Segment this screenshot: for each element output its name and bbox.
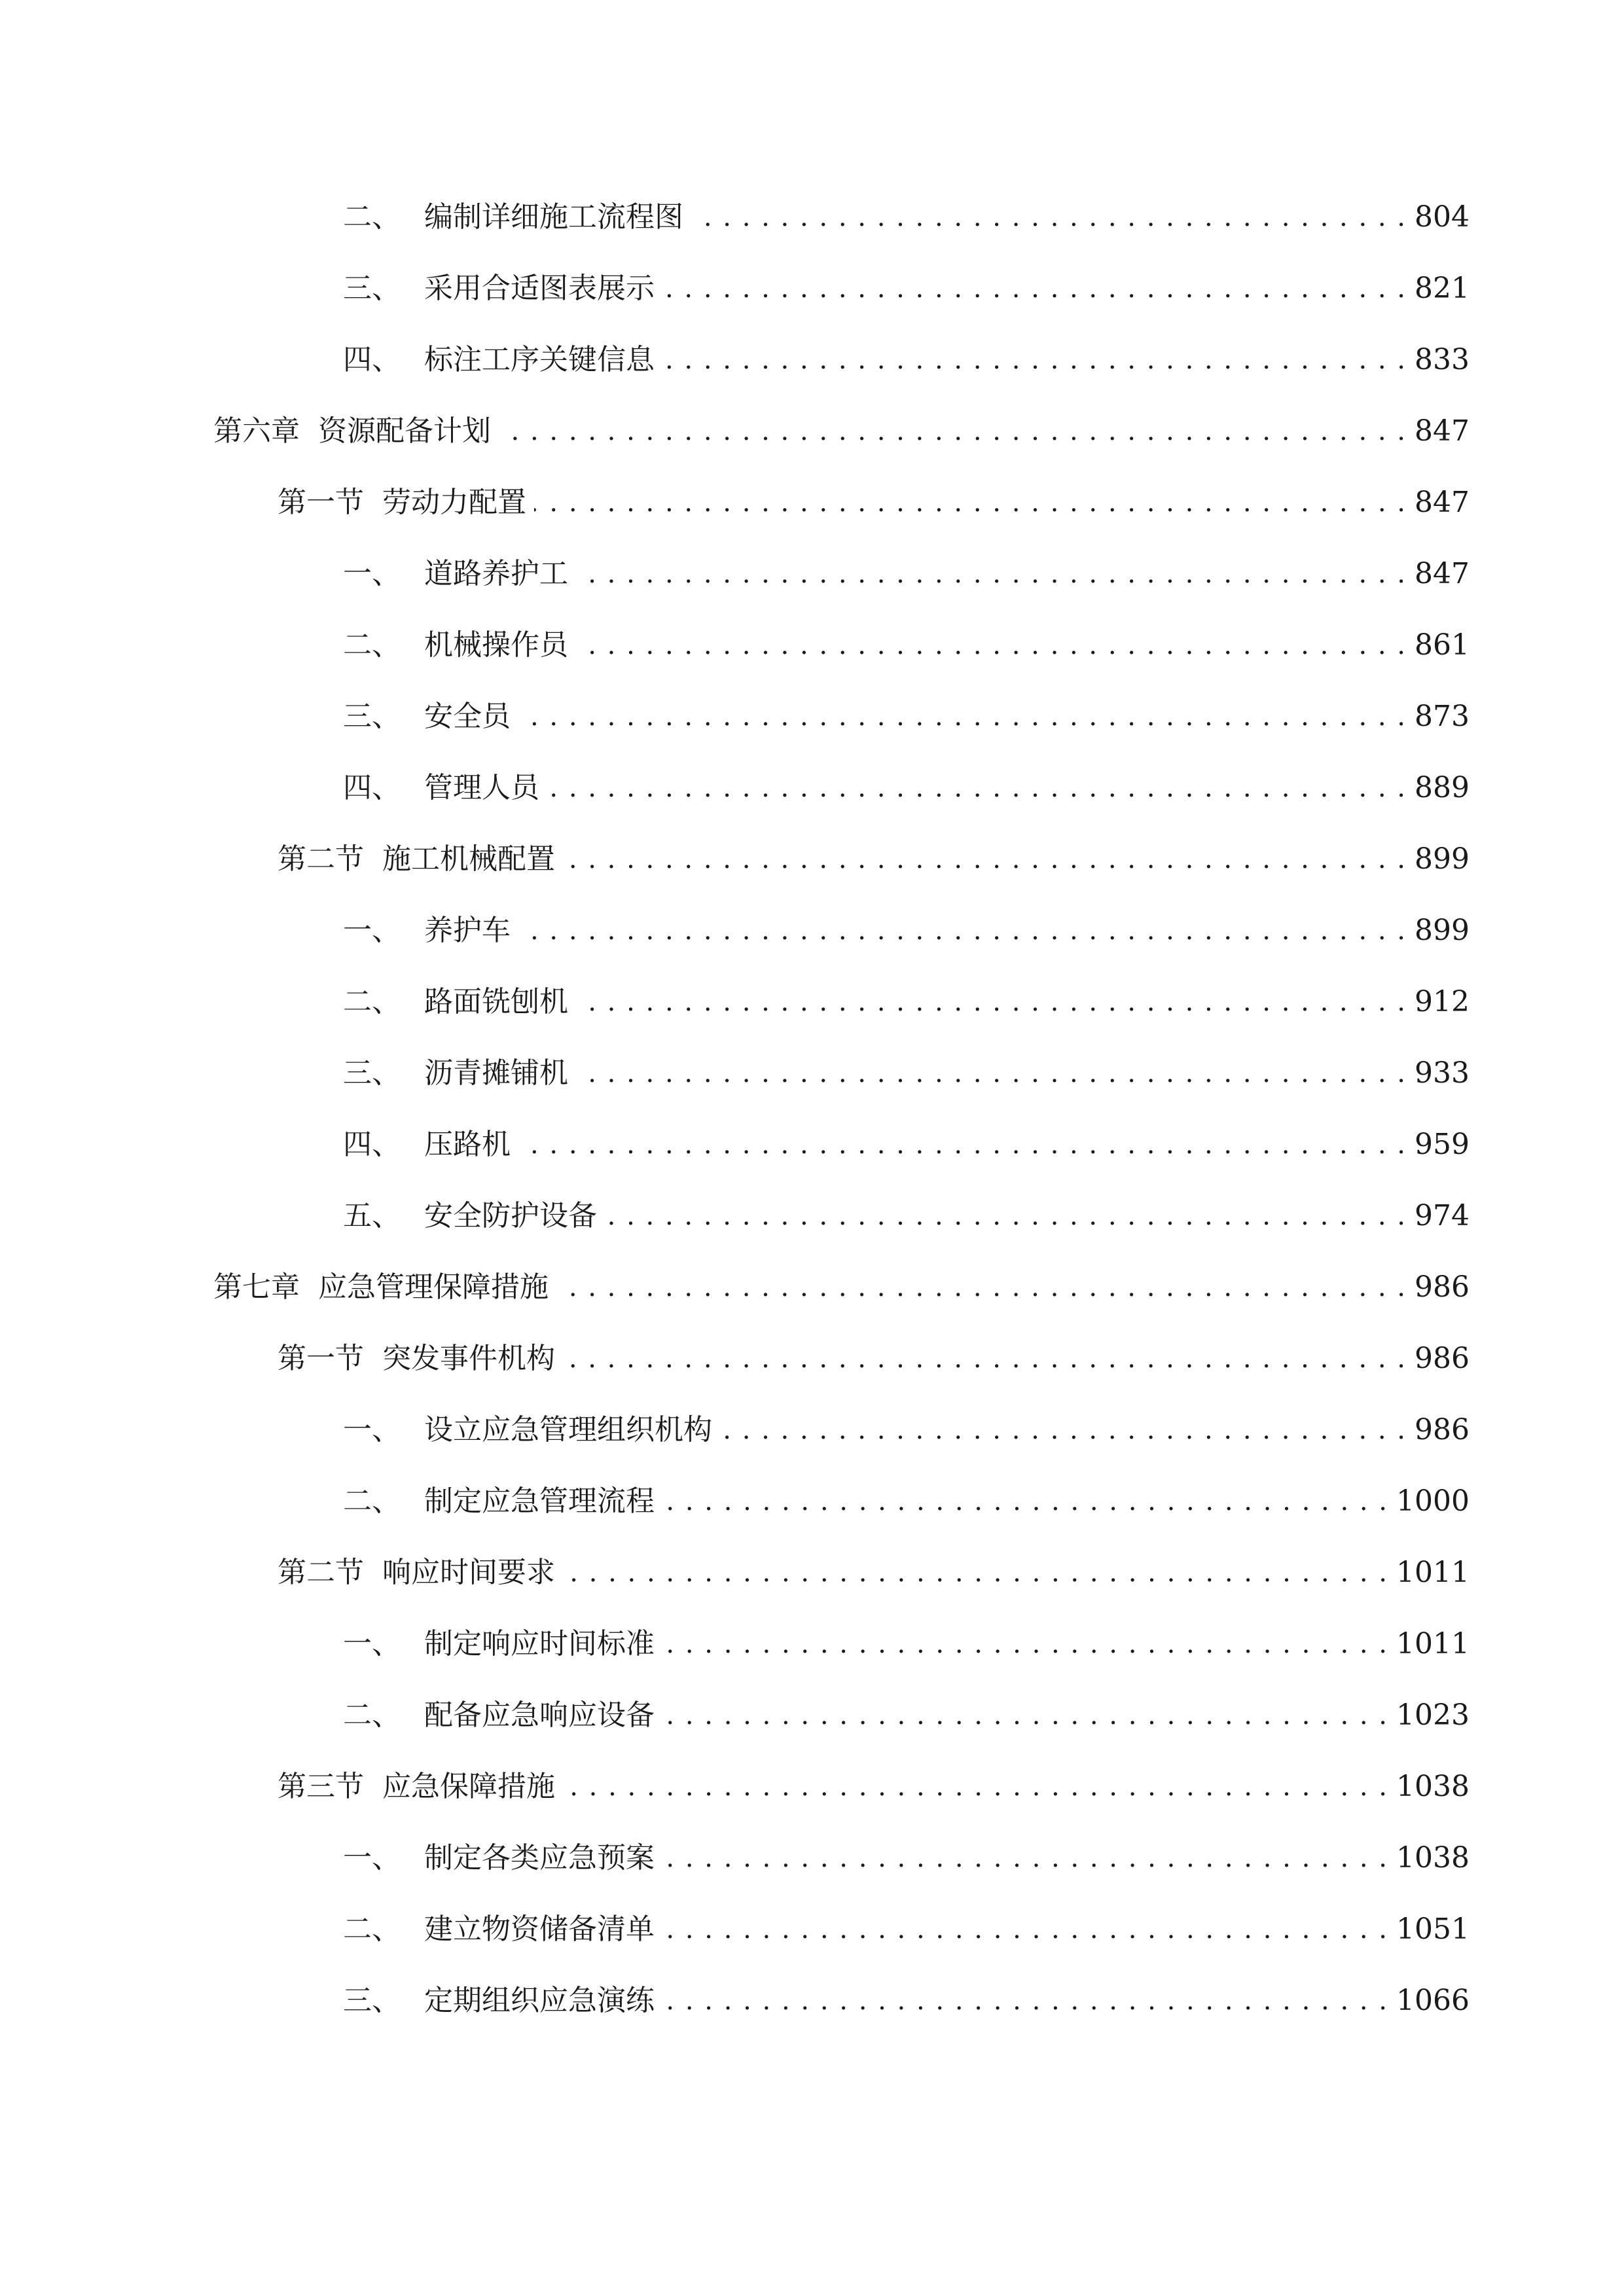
dot-leader bbox=[499, 405, 1407, 457]
entry-title: 应急保障措施 bbox=[382, 1770, 555, 1803]
entry-title: 道路养护工 bbox=[424, 557, 568, 590]
toc-entry[interactable] bbox=[0, 191, 1624, 243]
entry-page-number: 889 bbox=[1415, 771, 1470, 804]
toc-entry[interactable] bbox=[0, 976, 1624, 1028]
entry-title: 应急管理保障措施 bbox=[318, 1270, 549, 1304]
entry-number: 四、 bbox=[343, 771, 401, 804]
entry-title: 安全员 bbox=[424, 700, 511, 733]
entry-title: 施工机械配置 bbox=[382, 842, 555, 876]
entry-title: 编制详细施工流程图 bbox=[424, 200, 683, 234]
entry-page-number: 1000 bbox=[1396, 1484, 1470, 1518]
dot-leader bbox=[662, 1475, 1388, 1528]
entry-number: 三、 bbox=[343, 1056, 401, 1090]
toc-entry[interactable] bbox=[0, 1832, 1624, 1884]
entry-page-number: 912 bbox=[1415, 985, 1470, 1018]
entry-title: 安全防护设备 bbox=[424, 1199, 597, 1232]
entry-page-number: 1066 bbox=[1396, 1984, 1470, 2017]
toc-entry[interactable] bbox=[0, 905, 1624, 957]
entry-title: 劳动力配置 bbox=[382, 486, 526, 519]
toc-entry[interactable] bbox=[0, 1475, 1624, 1528]
entry-number: 三、 bbox=[343, 272, 401, 305]
entry-title: 定期组织应急演练 bbox=[424, 1984, 655, 2017]
dot-leader bbox=[662, 1903, 1388, 1956]
dot-leader bbox=[576, 548, 1407, 600]
toc-entry[interactable] bbox=[0, 1261, 1624, 1314]
toc-entry[interactable] bbox=[0, 833, 1624, 886]
entry-page-number: 933 bbox=[1415, 1056, 1470, 1090]
dot-leader bbox=[556, 1261, 1407, 1314]
entry-page-number: 899 bbox=[1415, 842, 1470, 876]
dot-leader bbox=[518, 905, 1407, 957]
dot-leader bbox=[662, 1975, 1388, 2027]
toc-entry[interactable] bbox=[0, 548, 1624, 600]
entry-number: 一、 bbox=[343, 914, 401, 947]
dot-leader bbox=[662, 262, 1407, 315]
dot-leader bbox=[605, 1190, 1407, 1242]
entry-title: 机械操作员 bbox=[424, 628, 568, 662]
entry-title: 路面铣刨机 bbox=[424, 985, 568, 1018]
toc-entry[interactable] bbox=[0, 1547, 1624, 1599]
dot-leader bbox=[691, 191, 1407, 243]
dot-leader bbox=[534, 476, 1407, 529]
entry-number: 第七章 bbox=[213, 1270, 300, 1304]
toc-entry[interactable] bbox=[0, 1761, 1624, 1813]
dot-leader bbox=[720, 1404, 1407, 1456]
entry-number: 一、 bbox=[343, 1413, 401, 1446]
entry-page-number: 847 bbox=[1415, 557, 1470, 590]
entry-title: 制定应急管理流程 bbox=[424, 1484, 655, 1518]
entry-page-number: 873 bbox=[1415, 700, 1470, 733]
entry-number: 第一节 bbox=[278, 1342, 364, 1375]
entry-number: 一、 bbox=[343, 1841, 401, 1874]
entry-number: 四、 bbox=[343, 1128, 401, 1161]
entry-page-number: 1038 bbox=[1396, 1770, 1470, 1803]
dot-leader bbox=[547, 762, 1407, 814]
entry-title: 突发事件机构 bbox=[382, 1342, 555, 1375]
entry-page-number: 899 bbox=[1415, 914, 1470, 947]
entry-page-number: 986 bbox=[1415, 1270, 1470, 1304]
entry-number: 一、 bbox=[343, 557, 401, 590]
toc-entry[interactable] bbox=[0, 1333, 1624, 1385]
entry-title: 响应时间要求 bbox=[382, 1556, 555, 1589]
dot-leader bbox=[563, 1761, 1388, 1813]
entry-title: 压路机 bbox=[424, 1128, 511, 1161]
entry-title: 管理人员 bbox=[424, 771, 539, 804]
entry-number: 第一节 bbox=[278, 486, 364, 519]
entry-page-number: 847 bbox=[1415, 414, 1470, 448]
toc-entry[interactable] bbox=[0, 405, 1624, 457]
dot-leader bbox=[518, 1119, 1407, 1171]
dot-leader bbox=[662, 1618, 1388, 1670]
dot-leader bbox=[563, 1333, 1407, 1385]
toc-entry[interactable] bbox=[0, 262, 1624, 315]
entry-page-number: 861 bbox=[1415, 628, 1470, 662]
toc-entry[interactable] bbox=[0, 476, 1624, 529]
toc-entry[interactable] bbox=[0, 1404, 1624, 1456]
entry-number: 一、 bbox=[343, 1627, 401, 1660]
entry-title: 采用合适图表展示 bbox=[424, 272, 655, 305]
dot-leader bbox=[576, 619, 1407, 672]
entry-title: 配备应急响应设备 bbox=[424, 1698, 655, 1732]
entry-number: 二、 bbox=[343, 1484, 401, 1518]
entry-number: 二、 bbox=[343, 200, 401, 234]
dot-leader bbox=[563, 833, 1407, 886]
dot-leader bbox=[662, 1832, 1388, 1884]
entry-number: 第二节 bbox=[278, 1556, 364, 1589]
entry-number: 四、 bbox=[343, 343, 401, 376]
entry-page-number: 974 bbox=[1415, 1199, 1470, 1232]
entry-page-number: 986 bbox=[1415, 1342, 1470, 1375]
entry-page-number: 847 bbox=[1415, 486, 1470, 519]
toc-entry[interactable] bbox=[0, 1618, 1624, 1670]
dot-leader bbox=[563, 1547, 1388, 1599]
entry-number: 二、 bbox=[343, 985, 401, 1018]
entry-number: 第三节 bbox=[278, 1770, 364, 1803]
entry-number: 第二节 bbox=[278, 842, 364, 876]
dot-leader bbox=[662, 1689, 1388, 1742]
toc-entry[interactable] bbox=[0, 762, 1624, 814]
toc-entry[interactable] bbox=[0, 1190, 1624, 1242]
entry-page-number: 833 bbox=[1415, 343, 1470, 376]
dot-leader bbox=[662, 334, 1407, 386]
toc-entry[interactable] bbox=[0, 619, 1624, 672]
entry-title: 资源配备计划 bbox=[318, 414, 491, 448]
entry-page-number: 1011 bbox=[1396, 1556, 1470, 1589]
toc-entry[interactable] bbox=[0, 1047, 1624, 1100]
entry-page-number: 986 bbox=[1415, 1413, 1470, 1446]
toc-entry[interactable] bbox=[0, 691, 1624, 743]
entry-page-number: 821 bbox=[1415, 272, 1470, 305]
entry-page-number: 1038 bbox=[1396, 1841, 1470, 1874]
toc-entry[interactable] bbox=[0, 1119, 1624, 1171]
toc-entry[interactable] bbox=[0, 1903, 1624, 1956]
entry-page-number: 1011 bbox=[1396, 1627, 1470, 1660]
entry-page-number: 959 bbox=[1415, 1128, 1470, 1161]
entry-title: 养护车 bbox=[424, 914, 511, 947]
entry-title: 设立应急管理组织机构 bbox=[424, 1413, 712, 1446]
toc-entry[interactable] bbox=[0, 1689, 1624, 1742]
entry-number: 二、 bbox=[343, 1698, 401, 1732]
entry-page-number: 804 bbox=[1415, 200, 1470, 234]
entry-page-number: 1051 bbox=[1396, 1912, 1470, 1946]
entry-title: 沥青摊铺机 bbox=[424, 1056, 568, 1090]
entry-number: 二、 bbox=[343, 628, 401, 662]
toc-entry[interactable] bbox=[0, 334, 1624, 386]
entry-title: 建立物资储备清单 bbox=[424, 1912, 655, 1946]
toc-entry[interactable] bbox=[0, 1975, 1624, 2027]
entry-title: 制定各类应急预案 bbox=[424, 1841, 655, 1874]
entry-number: 三、 bbox=[343, 1984, 401, 2017]
entry-title: 制定响应时间标准 bbox=[424, 1627, 655, 1660]
entry-title: 标注工序关键信息 bbox=[424, 343, 655, 376]
dot-leader bbox=[576, 976, 1407, 1028]
entry-number: 三、 bbox=[343, 700, 401, 733]
entry-number: 第六章 bbox=[213, 414, 300, 448]
entry-number: 二、 bbox=[343, 1912, 401, 1946]
dot-leader bbox=[518, 691, 1407, 743]
dot-leader bbox=[576, 1047, 1407, 1100]
entry-page-number: 1023 bbox=[1396, 1698, 1470, 1732]
entry-number: 五、 bbox=[343, 1199, 401, 1232]
